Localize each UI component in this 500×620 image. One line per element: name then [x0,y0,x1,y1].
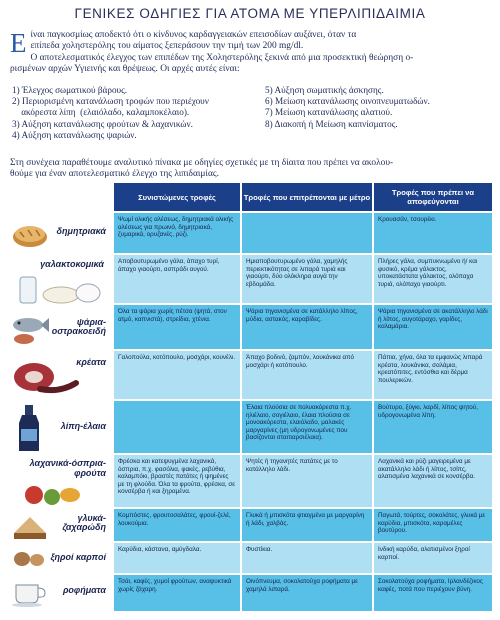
intro-paragraph [10,30,492,76]
lead-line: Στη συνέχεια παραθέτουμε αναλυτικό πίνακα με οδηγίες σχετικές με τη δίαιτα που πρέπει να ακολου- [10,158,394,168]
cell-moderate: Ψάρια τηγανισμένα σε κατάλληλο λίπος, μύδια, αστακός, καραβίδες. [242,305,372,349]
table-row [8,543,492,573]
row-label [8,575,112,611]
header-moderate: Τροφές που επιτρέπονται με μέτρο [242,183,372,211]
cell-avoid: Κρουασάν, τσουρέκι. [374,213,492,253]
row-name-line: λαχανικά-όσπρια- [29,458,106,468]
row-name: κρέατα [76,357,106,367]
lead-line: θούμε για έναν αποτελεσματικό έλεγχο της λιπιδαιμίας. [10,169,219,180]
bread-icon [10,215,50,251]
cell-avoid: Βούτυρο, ξύγκι, λαρδί, λίπος ψητού, υδρογονωμένα λίπη. [374,401,492,453]
principle-item: ακόρεστα λίπη (ελαιόλαδο, καλαμποκέλαιο). [12,107,190,118]
row-label [8,255,112,303]
principles-left-column [12,85,262,141]
row-label [8,401,112,453]
cell-moderate: Φυστίκια. [242,543,372,573]
cell-recommended [114,401,240,453]
vegetables-icon [22,479,82,509]
principle-item: 5) Αύξηση σωματικής άσκησης. [265,85,384,95]
table-lead-paragraph [10,158,492,181]
principle-item: 6) Μείωση κατανάλωσης οινοπνευματωδών. [265,96,430,107]
table-row [8,401,492,453]
cell-avoid: Ψάρια τηγανισμένα σε ακατάλληλο λάδι ή λίπος, αυγοτάραχο, γαρίδες, καλαμάρια. [374,305,492,349]
sweets-icon [10,511,50,541]
table-row [8,213,492,253]
principle-item: 8) Διακοπή ή Μείωση καπνίσματος. [265,118,398,129]
row-label [8,543,112,573]
header-recommended: Συνιστώμενες τροφές [114,183,240,211]
row-name-line: οστρακοειδή [51,326,106,336]
cell-recommended: Ψωμί ολικής αλέσεως, δημητριακά ολικής αλέσεως για πρωινό, δημητριακά, ζυμαρικά, ορυζανές, ρύζι. [114,213,240,253]
intro-line: ρισμένων αρχών Υγιεινής και θρέψεως. Οι αρχές αυτές είναι: [10,64,240,75]
nuts-icon [10,545,50,571]
intro-line: επίπεδα χοληστερόλης του αίματος ξεπεράσουν την τιμή των 200 mg/dl. [30,41,304,52]
cell-avoid: Παγωτά, τούρτες, σοκολάτες, γλυκά με καρύδια, μπισκότα, καραμέλες βουτύρου. [374,509,492,541]
table-row [8,255,492,303]
dropcap: Ε [10,28,27,58]
principle-item: 7) Μείωση κατανάλωσης αλατιού. [265,107,393,118]
cell-moderate: Οινόπνευμα, σοκολατούχα ροφήματα με χαμηλά λιπαρά. [242,575,372,611]
row-name-line: ψάρια- [76,317,106,327]
table-row [8,305,492,349]
row-label [8,213,112,253]
row-name [52,318,106,336]
table-row [8,351,492,399]
cell-moderate: Έλαια πλούσια σε πολυακόρεστα π.χ. ηλιέλαιο, σογιέλαιο, έλαια πλούσια σε μονοακόρεστα, ελαιόλαδο, μαλακές μαργαρίνες (μη υδρογονωμένες που βασίζονται σταιτιαρσιέλαια). [242,401,372,453]
cell-moderate [242,213,372,253]
table-row [8,575,492,611]
principles-right-column [265,85,495,130]
principle-item: 1) Έλεγχος σωματικού βάρους. [12,85,128,95]
cell-avoid: Σοκολατούχα ροφήματα, Ιρλανδέζικος καφές, ποτά που περιέχουν βύνη. [374,575,492,611]
cell-recommended: Τσάι, καφές, χυμοί φρούτων, αναψυκτικά χωρίς ζάχαρη. [114,575,240,611]
row-label [8,455,112,507]
cell-recommended: Αποβουτυρωμένο γάλα, άπαχο τυρί, άπαχο γιαούρτι, ασπράδι αυγού. [114,255,240,303]
table-row [8,455,492,507]
cell-moderate: Ημιαποβουτυρωμένο γάλα, χαμηλής περιεκτικότητας σε λιπαρά τυριά και γιαούρτι, δύο ολόκληρα αυγά την εβδομάδα. [242,255,372,303]
principle-item: 2) Περιορισμένη κατανάλωση τροφών που περιέχουν [12,96,209,107]
cell-recommended: Κομπόστες, φρουτοσαλάτες, φρουί-ζελέ, λουκούμια. [114,509,240,541]
row-name: δημητριακά [56,226,106,236]
row-name-line: γλυκά- [77,513,106,523]
page-title: ΓΕΝΙΚΕΣ ΟΔΗΓΙΕΣ ΓΙΑ ΑΤΟΜΑ ΜΕ ΥΠΕΡΛΙΠΙΔΑΙΜΙΑ [74,6,426,21]
cell-recommended: Φρέσκα και κατεψυγμένα λαχανικά, όσπρια, π.χ. φασόλια, φακές, ρεβύθια, καλαμπόκι, βραστές πατάτες ή ψημένες με τη φλούδα. Όλα τα φρούτα, φρέσκα, σε κονσέρβα ή και ξηραμένα. [114,455,240,507]
cell-avoid: Λαχανικά και ρύζι μαγειρεμένα με ακατάλληλο λάδι ή λίπος, τσίπς, αλατισμένα λαχανικά σε κονσέρβα. [374,455,492,507]
intro-line: ίναι παγκοσμίως αποδεκτό ότι ο κίνδυνος καρδαγγειακών επεισοδίων αυξάνει, όταν τα [30,30,357,40]
oil-bottle-icon [10,403,50,453]
row-name: λίπη-έλαια [60,421,106,431]
row-name: γαλακτοκομικά [40,259,104,269]
diet-table [8,183,492,613]
cell-recommended: Καρύδια, κάστανα, αμύγδαλα. [114,543,240,573]
principle-item: 4) Αύξηση κατανάλωσης ψαριών. [12,129,137,140]
row-name: ξηροί καρποί [50,552,106,562]
cell-recommended: Όλα τα ψάρια χωρίς πέτσα (ψητά, στον ατμό, καπνιστά), στρείδια, χτένια. [114,305,240,349]
cell-avoid: Πλήρες γάλα, συμπυκνωμένο ή/ και φυσικό, κρέμα γάλακτος, υποκατάστατα γάλακτος, ολόπαχα τυριά, ολόπαχο γιαούρτι. [374,255,492,303]
cell-moderate: Γλυκά ή μπισκότα φτιαγμένα με μαργαρίνη ή λάδι, χαλβάς. [242,509,372,541]
row-name: ροφήματα [62,585,106,595]
cell-moderate: Ψητές ή τηγανητές πατάτες με το κατάλληλο λάδι. [242,455,372,507]
table-row [8,509,492,541]
row-name [30,458,106,478]
fish-icon [10,307,50,347]
intro-line: Ο αποτελεσματικός έλεγχος των επιπέδων της Χοληστερόλης ξεκινά από μια προσεκτική θεώρηση ο- [30,52,414,63]
cell-avoid: Ινδική καρύδα, αλατισμένοι ξηροί καρποί. [374,543,492,573]
principle-item: 3) Αύξηση κατανάλωσης φρούτων & λαχανικών. [12,118,193,129]
meat-icon [10,353,80,397]
cup-icon [10,577,50,607]
cell-moderate: Άπαχο βοδινό, ζαμπόν, λουκάνικα από μοσχάρι ή κοτόπουλο. [242,351,372,399]
cell-avoid: Πάπια, χήνα, όλα τα εμφανώς λιπαρά κρέατα, λουκάνικα, σαλάμια, κρεατόπιτες, εντόσθια και δέρμα πουλερικών. [374,351,492,399]
row-label [8,351,112,399]
row-label [8,509,112,541]
cell-recommended: Γαλοπούλα, κοτόπουλο, μοσχάρι, κουνέλι. [114,351,240,399]
milk-icon [16,269,106,305]
header-avoid: Τροφές που πρέπει να αποφεύγονται [374,183,492,211]
row-name [62,514,106,532]
row-name-line: ζαχαρώδη [62,522,106,532]
row-label [8,305,112,349]
row-name-line: φρούτα [74,468,106,478]
